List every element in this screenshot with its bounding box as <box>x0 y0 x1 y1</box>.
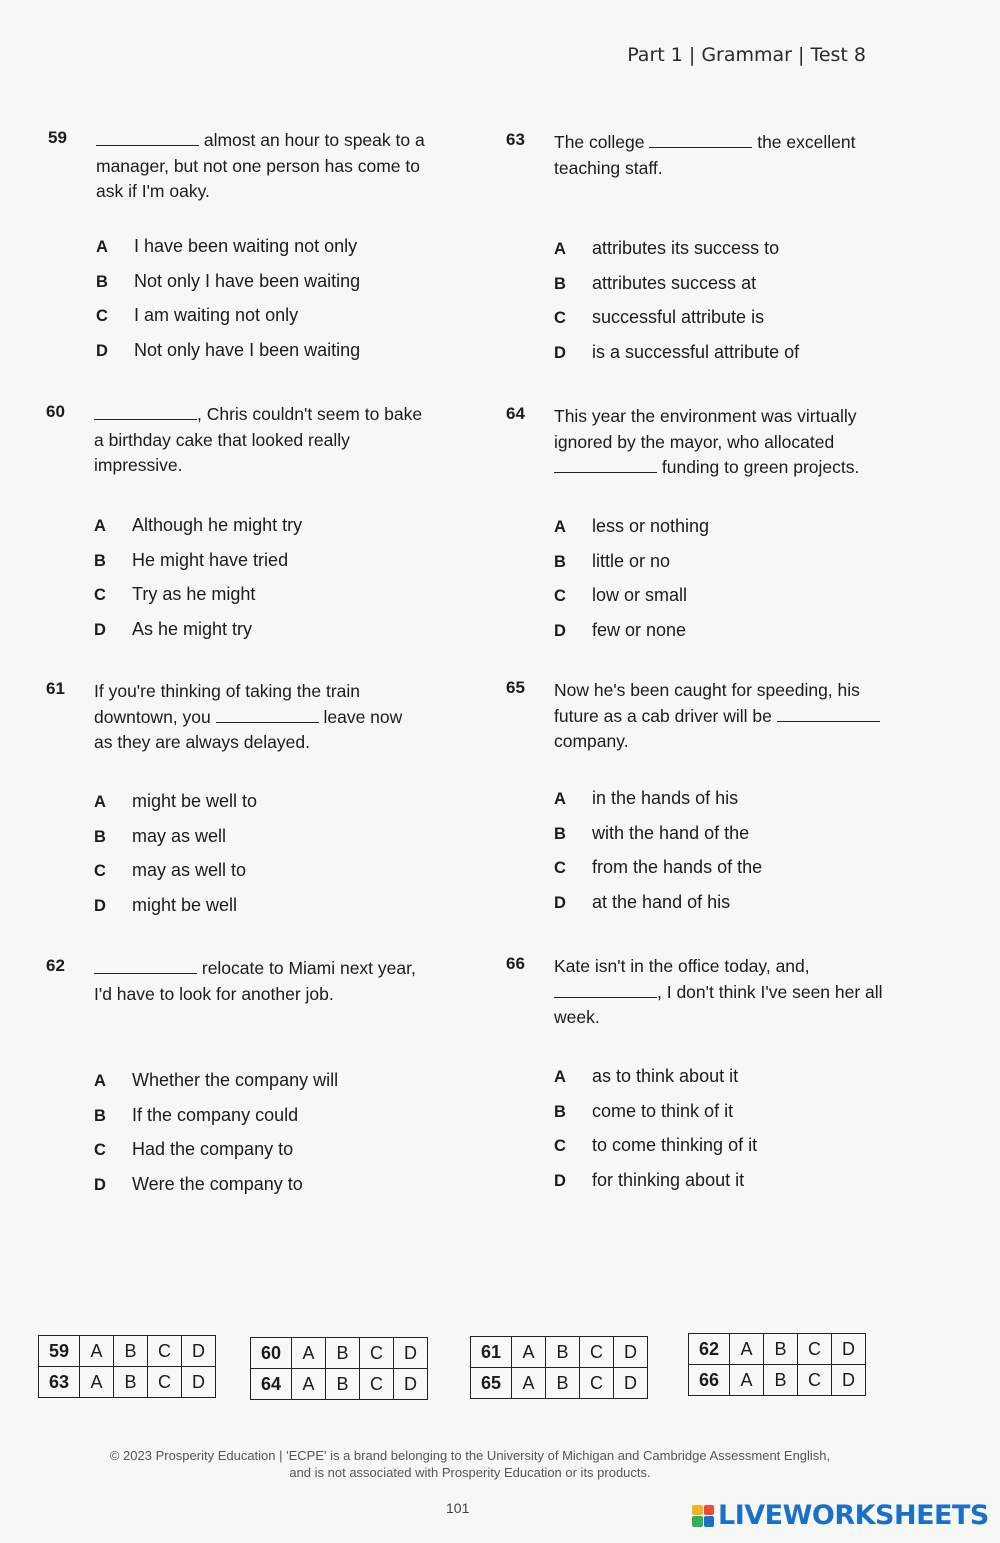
option-letter: A <box>554 518 566 536</box>
option-letter: A <box>94 517 106 535</box>
stem-text-after: funding to green projects. <box>657 457 860 477</box>
question-number: 60 <box>46 402 65 421</box>
stem-text-after: almost an hour to speak to a manager, but not one person has come to ask if I'm oaky. <box>96 130 425 201</box>
option-letter: D <box>94 896 106 915</box>
stem-text-before: This year the environment was virtually ignored by the mayor, who allocated <box>554 406 857 452</box>
option-letter: A <box>94 1072 106 1090</box>
grid-choice-b[interactable]: B <box>546 1368 580 1399</box>
option-text: As he might try <box>132 618 253 639</box>
grid-choice-d[interactable]: D <box>832 1365 866 1396</box>
option-letter: B <box>554 552 566 571</box>
answer-grid-row <box>471 1368 648 1399</box>
liveworksheets-icon <box>692 1505 714 1527</box>
option-letter: C <box>94 862 106 880</box>
option-text: Were the company to <box>132 1173 303 1194</box>
copyright-line-1: © 2023 Prosperity Education | 'ECPE' is a brand belonging to the University of Michigan and Cambridge Assessment English, <box>109 1448 831 1463</box>
grid-question-number: 65 <box>471 1368 512 1399</box>
option-letter: C <box>554 309 566 327</box>
answer-grid-row <box>39 1367 216 1398</box>
option-letter: D <box>554 893 566 912</box>
option-a[interactable] <box>96 236 357 257</box>
grid-choice-b[interactable]: B <box>764 1365 798 1396</box>
option-text: in the hands of his <box>592 788 739 808</box>
grid-choice-d[interactable]: D <box>614 1368 648 1399</box>
grid-choice-a[interactable]: A <box>730 1365 764 1396</box>
option-d[interactable] <box>554 892 730 913</box>
option-letter: C <box>96 307 108 325</box>
option-d[interactable] <box>554 620 686 641</box>
grid-choice-c[interactable]: C <box>798 1365 832 1396</box>
option-text: I am waiting not only <box>134 305 299 325</box>
grid-choice-c[interactable]: C <box>148 1367 182 1398</box>
liveworksheets-logo <box>692 1500 989 1531</box>
grid-choice-d[interactable]: D <box>394 1369 428 1400</box>
option-letter: C <box>554 587 566 605</box>
grid-question-number: 62 <box>689 1334 730 1365</box>
answer-grid-row <box>689 1365 866 1396</box>
stem-text-before: If you're thinking of taking the train downtown, you <box>94 681 360 727</box>
grid-choice-d[interactable]: D <box>614 1337 648 1368</box>
question-stem <box>554 678 884 755</box>
option-d[interactable] <box>94 1174 303 1195</box>
grid-choice-b[interactable]: B <box>326 1369 360 1400</box>
option-d[interactable] <box>554 342 799 363</box>
grid-choice-b[interactable]: B <box>326 1338 360 1369</box>
grid-choice-c[interactable]: C <box>798 1334 832 1365</box>
grid-choice-d[interactable]: D <box>832 1334 866 1365</box>
stem-text-after: relocate to Miami next year, I'd have to look for another job. <box>94 958 416 1004</box>
answer-blank[interactable] <box>649 133 752 148</box>
option-b[interactable] <box>94 826 226 847</box>
option-c[interactable] <box>554 857 762 878</box>
question-stem <box>554 954 884 1031</box>
option-c[interactable] <box>96 305 298 326</box>
option-letter: C <box>94 586 106 604</box>
option-text: is a successful attribute of <box>592 341 800 362</box>
grid-choice-c[interactable]: C <box>360 1369 394 1400</box>
option-text: at the hand of his <box>592 891 731 912</box>
option-text: successful attribute is <box>592 307 765 327</box>
question-stem <box>554 130 884 181</box>
stem-text-after: leave now as they are always delayed. <box>94 706 403 752</box>
question-number: 66 <box>506 954 525 973</box>
question-number: 61 <box>46 679 65 698</box>
grid-choice-d[interactable]: D <box>182 1367 216 1398</box>
option-text: low or small <box>592 585 688 605</box>
option-text: attributes its success to <box>592 238 780 258</box>
option-text: Had the company to <box>132 1139 294 1159</box>
option-a[interactable] <box>94 515 302 536</box>
answer-grid-row <box>251 1338 428 1369</box>
stem-text-before: The college <box>554 132 650 152</box>
option-text: Whether the company will <box>132 1070 339 1090</box>
grid-choice-a[interactable]: A <box>80 1367 114 1398</box>
option-letter: B <box>94 827 106 846</box>
option-letter: D <box>554 343 566 362</box>
question-number: 65 <box>506 678 525 697</box>
option-text: may as well <box>132 825 227 846</box>
option-b[interactable] <box>94 550 288 571</box>
option-b[interactable] <box>554 273 756 294</box>
option-text: to come thinking of it <box>592 1135 758 1155</box>
question-stem <box>554 404 884 481</box>
grid-choice-c[interactable]: C <box>148 1336 182 1367</box>
option-text: Not only have I been waiting <box>134 339 361 360</box>
grid-choice-c[interactable]: C <box>360 1338 394 1369</box>
answer-grid-row <box>39 1336 216 1367</box>
option-letter: C <box>554 859 566 877</box>
option-letter: A <box>554 790 566 808</box>
option-letter: D <box>94 620 106 639</box>
answer-blank[interactable] <box>777 707 880 722</box>
answer-blank[interactable] <box>554 458 657 473</box>
option-text: might be well to <box>132 791 258 811</box>
brand-text: LIVEWORKSHEETS <box>718 1500 989 1531</box>
option-text: from the hands of the <box>592 857 763 877</box>
option-letter: B <box>96 272 108 291</box>
answer-blank[interactable] <box>216 708 319 723</box>
option-b[interactable] <box>554 823 749 844</box>
option-b[interactable] <box>554 551 670 572</box>
grid-choice-a[interactable]: A <box>292 1338 326 1369</box>
option-text: for thinking about it <box>592 1169 745 1190</box>
option-a[interactable] <box>554 1066 738 1087</box>
question-number: 62 <box>46 956 65 975</box>
stem-text-after: , I don't think I've seen her all week. <box>554 981 883 1027</box>
page-header: Part 1 | Grammar | Test 8 <box>627 44 866 66</box>
option-d[interactable] <box>94 895 237 916</box>
option-a[interactable] <box>554 238 779 259</box>
answer-grid <box>38 1335 216 1398</box>
grid-choice-a[interactable]: A <box>512 1368 546 1399</box>
option-text: Try as he might <box>132 584 256 604</box>
option-letter: A <box>554 1068 566 1086</box>
option-letter: D <box>554 1171 566 1190</box>
answer-grid-row <box>251 1369 428 1400</box>
answer-blank[interactable] <box>554 983 657 998</box>
grid-question-number: 63 <box>39 1367 80 1398</box>
question-number: 64 <box>506 404 525 423</box>
option-text: might be well <box>132 894 238 915</box>
option-text: less or nothing <box>592 516 710 536</box>
answer-blank[interactable] <box>94 405 197 420</box>
option-text: as to think about it <box>592 1066 739 1086</box>
question-stem <box>94 956 424 1007</box>
question-stem <box>94 402 424 479</box>
option-b[interactable] <box>554 1101 733 1122</box>
option-a[interactable] <box>94 1070 338 1091</box>
answer-blank[interactable] <box>94 959 197 974</box>
grid-choice-a[interactable]: A <box>80 1336 114 1367</box>
option-b[interactable] <box>94 1105 298 1126</box>
stem-text-before: Now he's been caught for speeding, his future as a cab driver will be <box>554 680 860 726</box>
stem-text-after: , Chris couldn't seem to bake a birthday cake that looked really impressive. <box>94 404 423 475</box>
grid-question-number: 60 <box>251 1338 292 1369</box>
page-number: 101 <box>446 1500 470 1516</box>
grid-question-number: 61 <box>471 1337 512 1368</box>
option-text: come to think of it <box>592 1100 734 1121</box>
option-text: I have been waiting not only <box>134 236 358 256</box>
question-number: 63 <box>506 130 525 149</box>
option-letter: D <box>94 1175 106 1194</box>
option-letter: B <box>94 1106 106 1125</box>
answer-grid <box>250 1337 428 1400</box>
option-c[interactable] <box>554 585 687 606</box>
grid-choice-a[interactable]: A <box>512 1337 546 1368</box>
option-b[interactable] <box>96 271 360 292</box>
copyright-footer <box>40 1447 900 1481</box>
option-letter: C <box>554 1137 566 1155</box>
grid-question-number: 64 <box>251 1369 292 1400</box>
option-c[interactable] <box>554 1135 757 1156</box>
option-c[interactable] <box>554 307 764 328</box>
stem-text-after: the excellent teaching staff. <box>554 132 856 178</box>
option-c[interactable] <box>94 1139 293 1160</box>
option-a[interactable] <box>554 516 709 537</box>
copyright-line-2: and is not associated with Prosperity Education or its products. <box>289 1465 651 1480</box>
option-text: little or no <box>592 550 671 571</box>
answer-grid <box>470 1336 648 1399</box>
grid-choice-a[interactable]: A <box>730 1334 764 1365</box>
option-c[interactable] <box>94 584 255 605</box>
question-stem <box>96 128 426 205</box>
option-letter: D <box>96 341 108 360</box>
option-text: Although he might try <box>132 515 303 535</box>
answer-grid-row <box>689 1334 866 1365</box>
option-letter: B <box>554 824 566 843</box>
option-d[interactable] <box>94 619 252 640</box>
option-text: with the hand of the <box>592 822 750 843</box>
option-letter: D <box>554 621 566 640</box>
grid-choice-d[interactable]: D <box>182 1336 216 1367</box>
grid-question-number: 59 <box>39 1336 80 1367</box>
option-a[interactable] <box>554 788 738 809</box>
grid-choice-b[interactable]: B <box>546 1337 580 1368</box>
grid-choice-d[interactable]: D <box>394 1338 428 1369</box>
grid-choice-a[interactable]: A <box>292 1369 326 1400</box>
question-number: 59 <box>48 128 67 147</box>
option-letter: B <box>94 551 106 570</box>
option-text: attributes success at <box>592 272 757 293</box>
option-letter: B <box>554 1102 566 1121</box>
answer-grid-row <box>471 1337 648 1368</box>
option-d[interactable] <box>554 1170 744 1191</box>
option-c[interactable] <box>94 860 246 881</box>
option-d[interactable] <box>96 340 360 361</box>
grid-choice-c[interactable]: C <box>580 1337 614 1368</box>
option-letter: A <box>96 238 108 256</box>
stem-text-before: Kate isn't in the office today, and, <box>554 956 810 976</box>
grid-question-number: 66 <box>689 1365 730 1396</box>
option-letter: B <box>554 274 566 293</box>
grid-choice-b[interactable]: B <box>114 1336 148 1367</box>
option-letter: A <box>554 240 566 258</box>
grid-choice-c[interactable]: C <box>580 1368 614 1399</box>
stem-text-after: company. <box>554 731 629 751</box>
grid-choice-b[interactable]: B <box>764 1334 798 1365</box>
option-a[interactable] <box>94 791 257 812</box>
option-text: few or none <box>592 619 687 640</box>
option-text: If the company could <box>132 1104 299 1125</box>
answer-blank[interactable] <box>96 131 199 146</box>
grid-choice-b[interactable]: B <box>114 1367 148 1398</box>
option-text: may as well to <box>132 860 247 880</box>
option-text: He might have tried <box>132 549 289 570</box>
answer-grid <box>688 1333 866 1396</box>
option-letter: A <box>94 793 106 811</box>
option-letter: C <box>94 1141 106 1159</box>
option-text: Not only I have been waiting <box>134 270 361 291</box>
question-stem <box>94 679 424 756</box>
